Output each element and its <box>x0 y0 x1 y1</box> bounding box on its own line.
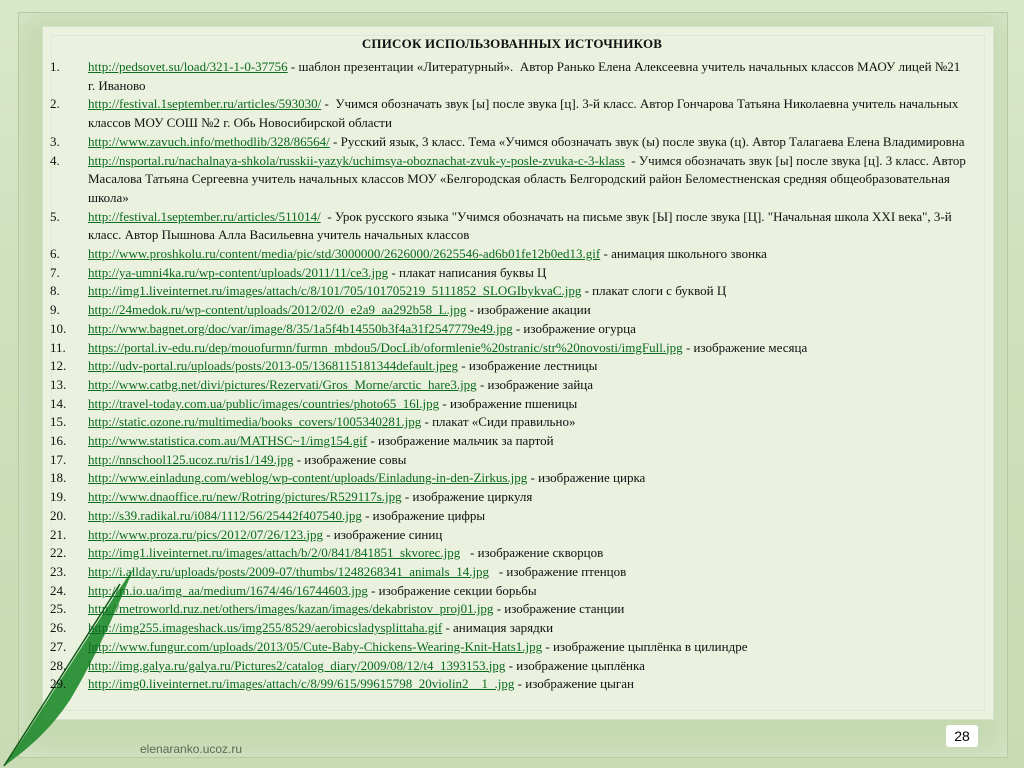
source-number: 15. <box>50 414 67 430</box>
source-link[interactable]: http://img1.liveinternet.ru/images/attach/c/8/101/705/101705219_5111852_SLOGIbykvaC.jpg <box>88 283 582 299</box>
source-link[interactable]: http://www.zavuch.info/methodlib/328/86564/ <box>88 133 330 149</box>
source-description: - изображение цифры <box>361 507 486 523</box>
source-text <box>88 413 970 432</box>
source-description: - изображение мальчик за партой <box>367 433 554 449</box>
source-link[interactable]: http://ya-umni4ka.ru/wp-content/uploads/2011/11/ce3.jpg <box>88 264 389 280</box>
source-link[interactable]: http://www.catbg.net/divi/pictures/Rezervati/Gros_Morne/arctic_hare3.jpg <box>88 376 477 392</box>
source-item <box>50 657 970 676</box>
source-text <box>88 320 970 339</box>
source-link[interactable]: http://img0.liveinternet.ru/images/attach/c/8/99/615/99615798_20violin2__1_.jpg <box>88 676 515 692</box>
source-text <box>88 395 970 414</box>
source-item <box>50 488 970 507</box>
source-number: 25. <box>50 601 67 617</box>
page-number: 28 <box>946 725 978 747</box>
source-text <box>88 152 970 208</box>
source-description: - изображение станции <box>493 601 625 617</box>
source-text <box>88 675 970 694</box>
source-description: - изображение синиц <box>322 526 443 542</box>
source-text <box>88 339 970 358</box>
source-link[interactable]: http://24medok.ru/wp-content/uploads/2012/02/0_e2a9_aa292b58_L.jpg <box>88 302 467 318</box>
source-item <box>50 133 970 152</box>
source-number: 28. <box>50 657 67 673</box>
source-text <box>88 582 970 601</box>
source-text <box>88 526 970 545</box>
source-link[interactable]: http://s39.radikal.ru/i084/1112/56/25442f407540.jpg <box>88 507 362 523</box>
source-link[interactable]: http://travel-today.com.ua/public/images/countries/photo65_16l.jpg <box>88 395 440 411</box>
source-number: 24. <box>50 582 67 598</box>
source-number: 26. <box>50 620 67 636</box>
source-link[interactable]: http://img255.imageshack.us/img255/8529/aerobicsladysplittaha.gif <box>88 620 443 636</box>
source-number: 20. <box>50 507 67 523</box>
source-link[interactable]: http://www.einladung.com/weblog/wp-content/uploads/Einladung-in-den-Zirkus.jpg <box>88 470 528 486</box>
source-item <box>50 582 970 601</box>
source-number: 7. <box>50 264 60 280</box>
source-description: - Урок русского языка "Учимся обозначать на письме звук [Ы] после звука [Ц]. "Начальная школа XXI века", 3-й класс. Автор Пышнова Алла Васильевна учитель начальных классов <box>88 208 955 243</box>
source-item <box>50 395 970 414</box>
source-link[interactable]: http://www.dnaoffice.ru/new/Rotring/pictures/R529117s.jpg <box>88 489 402 505</box>
source-description: - Русский язык, 3 класс. Тема «Учимся обозначать звук (ы) после звука (ц). Автор Талагаева Елена Владимировна <box>329 133 965 149</box>
source-link[interactable]: http://nnschool125.ucoz.ru/ris1/149.jpg <box>88 451 294 467</box>
source-link[interactable]: http://festival.1september.ru/articles/593030/ <box>88 96 322 112</box>
source-link[interactable]: http://static.ozone.ru/multimedia/books_covers/1005340281.jpg <box>88 414 422 430</box>
footer-site-url: elenaranko.ucoz.ru <box>140 742 243 756</box>
source-description: - изображение пшеницы <box>439 395 578 411</box>
source-description: - анимация школьного звонка <box>600 246 767 262</box>
source-text <box>88 208 970 245</box>
source-text <box>88 432 970 451</box>
source-item <box>50 339 970 358</box>
source-link[interactable]: http://pedsovet.su/load/321-1-0-37756 <box>88 59 288 74</box>
source-item <box>50 58 970 95</box>
source-description: - изображение огурца <box>512 320 636 336</box>
source-text <box>88 544 970 563</box>
source-description: - изображение цирка <box>527 470 646 486</box>
source-number: 10. <box>50 320 67 336</box>
source-item <box>50 469 970 488</box>
source-item <box>50 675 970 694</box>
source-description: - изображение месяца <box>682 339 808 355</box>
source-number: 4. <box>50 152 60 168</box>
source-number: 8. <box>50 283 60 299</box>
source-item <box>50 208 970 245</box>
source-description: - шаблон презентации «Литературный». Автор Ранько Елена Алексеевна учитель начальных классов МАОУ лицей №21 г. Иваново <box>88 59 964 93</box>
source-text <box>88 451 970 470</box>
source-item <box>50 413 970 432</box>
source-link[interactable]: https://portal.iv-edu.ru/dep/mouofurmn/furmn_mbdou5/DocLib/oformlenie%20stranic/str%20novosti/imgFull.jpg <box>88 339 683 355</box>
source-description: - изображение циркуля <box>401 489 533 505</box>
source-description: - анимация зарядки <box>442 620 554 636</box>
source-number: 12. <box>50 358 67 374</box>
source-number: 6. <box>50 246 60 262</box>
source-item <box>50 451 970 470</box>
source-text <box>88 488 970 507</box>
source-text <box>88 282 970 301</box>
source-number: 27. <box>50 638 67 654</box>
source-item <box>50 95 970 132</box>
source-link[interactable]: http://festival.1september.ru/articles/511014/ <box>88 208 321 224</box>
source-item <box>50 544 970 563</box>
source-number: 1. <box>50 59 60 74</box>
source-item <box>50 282 970 301</box>
source-description: - изображение цыплёнка <box>505 657 645 673</box>
source-link[interactable]: http://i.allday.ru/uploads/posts/2009-07/thumbs/1248268341_animals_14.jpg <box>88 563 490 579</box>
source-link[interactable]: http://img.galya.ru/galya.ru/Pictures2/catalog_diary/2009/08/12/t4_1393153.jpg <box>88 657 506 673</box>
source-number: 19. <box>50 489 67 505</box>
source-text <box>88 657 970 676</box>
source-text <box>88 507 970 526</box>
source-number: 13. <box>50 376 67 392</box>
source-number: 21. <box>50 526 67 542</box>
source-description: - изображение птенцов <box>489 563 627 579</box>
source-number: 5. <box>50 208 60 224</box>
source-text <box>88 600 970 619</box>
source-description: - изображение совы <box>293 451 407 467</box>
source-item <box>50 301 970 320</box>
source-link[interactable]: http://www.fungur.com/uploads/2013/05/Cute-Baby-Chickens-Wearing-Knit-Hats1.jpg <box>88 638 543 654</box>
source-number: 23. <box>50 563 67 579</box>
source-number: 11. <box>50 339 66 355</box>
source-link[interactable]: http://metroworld.ruz.net/others/images/kazan/images/dekabristov_proj01.jpg <box>88 601 494 617</box>
source-description: - изображение скворцов <box>460 545 604 561</box>
source-description: - плакат слоги с буквой Ц <box>581 283 727 299</box>
source-link[interactable]: http://m.io.ua/img_aa/medium/1674/46/16744603.jpg <box>88 582 368 598</box>
source-item <box>50 638 970 657</box>
source-item <box>50 245 970 264</box>
source-item <box>50 563 970 582</box>
source-description: - изображение лестницы <box>457 358 598 374</box>
source-item <box>50 320 970 339</box>
source-number: 17. <box>50 451 67 467</box>
source-number: 9. <box>50 302 60 318</box>
source-link[interactable]: http://www.proza.ru/pics/2012/07/26/123.jpg <box>88 526 323 542</box>
source-description: - плакат «Сиди правильно» <box>421 414 576 430</box>
source-number: 14. <box>50 395 67 411</box>
source-description: - Учимся обозначать звук [ы] после звука [ц]. 3-й класс. Автор Гончарова Татьяна Николаевна учитель начальных классов МОУ СОШ №2 г. Обь Новосибирской области <box>88 96 962 131</box>
source-description: - изображение секции борьбы <box>367 582 537 598</box>
source-item <box>50 152 970 208</box>
source-item <box>50 357 970 376</box>
source-number: 18. <box>50 470 67 486</box>
page-title: СПИСОК ИСПОЛЬЗОВАННЫХ ИСТОЧНИКОВ <box>361 36 663 51</box>
source-text <box>88 563 970 582</box>
source-link[interactable]: http://udv-portal.ru/uploads/posts/2013-05/1368115181344default.jpeg <box>88 358 458 374</box>
source-item <box>50 264 970 283</box>
source-text <box>88 301 970 320</box>
source-link[interactable]: http://nsportal.ru/nachalnaya-shkola/russkii-yazyk/uchimsya-oboznachat-zvuk-y-posle-zvuka-c-3-klass <box>88 152 625 168</box>
source-description: - изображение цыплёнка в цилиндре <box>542 638 748 654</box>
source-link[interactable]: http://img1.liveinternet.ru/images/attach/b/2/0/841/841851_skvorec.jpg <box>88 545 461 561</box>
source-link[interactable]: http://www.bagnet.org/doc/var/image/8/35/1a5f4b14550b3f4a31f2547779e49.jpg <box>88 320 513 336</box>
source-description: - Учимся обозначать звук [ы] после звука [ц]. 3 класс. Автор Масалова Татьяна Сергеевна учитель начальных классов МОУ «Белгородская область Белгородский район Беломестненская средняя общеобразовательная школа» <box>88 152 970 205</box>
source-text <box>88 133 970 152</box>
source-text <box>88 95 970 132</box>
source-number: 29. <box>50 676 67 692</box>
source-description: - изображение зайца <box>476 376 594 392</box>
source-item <box>50 619 970 638</box>
source-text <box>88 58 970 95</box>
source-text <box>88 245 970 264</box>
source-number: 22. <box>50 545 67 561</box>
source-text <box>88 376 970 395</box>
source-text <box>88 638 970 657</box>
source-number: 2. <box>50 96 60 112</box>
source-text <box>88 469 970 488</box>
source-link[interactable]: http://www.proshkolu.ru/content/media/pic/std/3000000/2626000/2625546-ad6b01fe12b0ed13.gif <box>88 246 601 262</box>
source-item <box>50 432 970 451</box>
source-text <box>88 357 970 376</box>
source-link[interactable]: http://www.statistica.com.au/MATHSC~1/img154.gif <box>88 433 368 449</box>
source-item <box>50 376 970 395</box>
source-description: - изображение акации <box>466 302 591 318</box>
source-text <box>88 619 970 638</box>
source-item <box>50 507 970 526</box>
source-item <box>50 526 970 545</box>
source-item <box>50 600 970 619</box>
source-number: 16. <box>50 433 67 449</box>
source-text <box>88 264 970 283</box>
source-description: - изображение цыган <box>514 676 634 692</box>
source-number: 3. <box>50 133 60 149</box>
source-description: - плакат написания буквы Ц <box>388 264 547 280</box>
sources-list <box>50 58 970 694</box>
